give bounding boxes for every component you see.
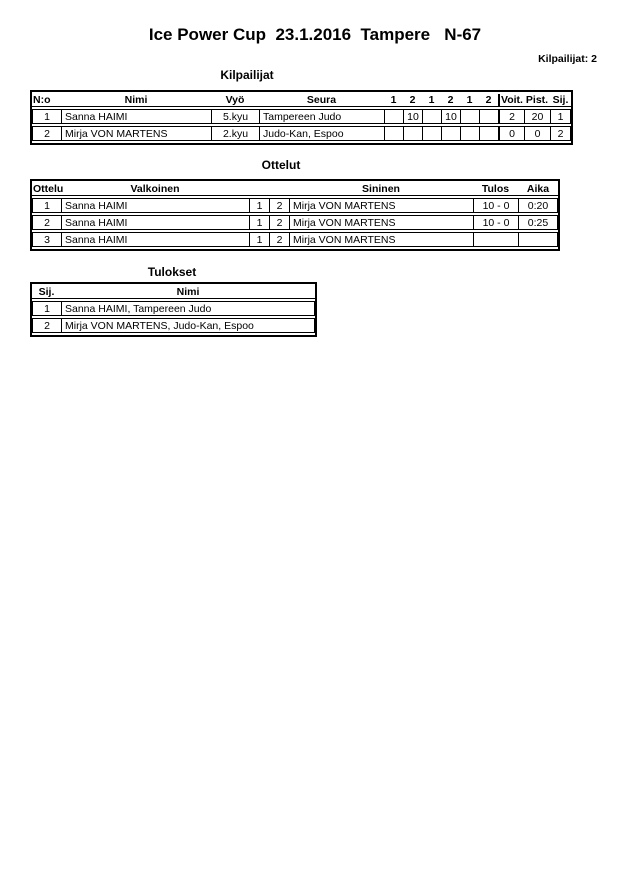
- cell-score: 10: [403, 109, 422, 124]
- cell-blue-name: Mirja VON MARTENS: [289, 232, 473, 247]
- cell-match-no: 1: [32, 198, 61, 213]
- cell-club: Judo-Kan, Espoo: [259, 126, 384, 141]
- participants-count: Kilpailijat: 2: [538, 53, 597, 65]
- kilpailijat-table: [30, 90, 573, 145]
- section-title-tulokset: Tulokset: [147, 265, 197, 279]
- cell-name: Mirja VON MARTENS: [61, 126, 211, 141]
- section-title-kilpailijat: Kilpailijat: [220, 68, 274, 82]
- cell-blue-num: 2: [269, 215, 289, 230]
- col-header-empty: [249, 183, 269, 196]
- cell-match-no: 3: [32, 232, 61, 247]
- cell-blue-num: 2: [269, 232, 289, 247]
- cell-no: 2: [32, 126, 61, 141]
- col-header-wins: Voit.: [498, 94, 524, 107]
- cell-result: 10 - 0: [473, 215, 518, 230]
- col-header-score4: 2: [441, 94, 460, 107]
- cell-white-num: 1: [249, 215, 269, 230]
- cell-score: [403, 126, 422, 141]
- cell-points: 20: [524, 109, 550, 124]
- col-header-empty: [269, 183, 289, 196]
- cell-time: [518, 232, 558, 247]
- col-header-match: Ottelu: [33, 183, 64, 195]
- cell-club: Tampereen Judo: [259, 109, 384, 124]
- cell-name: Sanna HAIMI, Tampereen Judo: [61, 301, 315, 316]
- table-row: [32, 109, 571, 124]
- cell-time: 0:20: [518, 198, 558, 213]
- col-header-club: Seura: [259, 94, 384, 107]
- table-row: [32, 198, 558, 213]
- cell-name: Sanna HAIMI: [61, 109, 211, 124]
- cell-blue-name: Mirja VON MARTENS: [289, 215, 473, 230]
- col-header-blue: Sininen: [289, 183, 473, 196]
- cell-white-name: Sanna HAIMI: [61, 198, 249, 213]
- col-header-result: Tulos: [473, 183, 518, 196]
- col-header-points: Pist.: [525, 94, 549, 106]
- cell-place: 2: [32, 318, 61, 333]
- cell-belt: 5.kyu: [211, 109, 259, 124]
- cell-white-name: Sanna HAIMI: [61, 215, 249, 230]
- cell-wins: 2: [498, 109, 524, 124]
- cell-score: 10: [441, 109, 460, 124]
- table-header-row: [32, 94, 571, 107]
- table-row: [32, 126, 571, 141]
- cell-wins: 0: [498, 126, 524, 141]
- col-header-belt: Vyö: [211, 94, 259, 107]
- cell-white-num: 1: [249, 198, 269, 213]
- ottelut-table-grid: [32, 181, 558, 249]
- col-header-place: Sij.: [550, 94, 571, 107]
- table-header-row: [32, 183, 558, 196]
- page-title: Ice Power Cup 23.1.2016 Tampere N-67: [148, 25, 482, 44]
- cell-place: 1: [550, 109, 571, 124]
- table-row: [32, 232, 558, 247]
- col-header-score1: 1: [384, 94, 403, 107]
- cell-result: [473, 232, 518, 247]
- ottelut-table: [30, 179, 560, 251]
- col-header-white: Valkoinen: [61, 183, 249, 196]
- cell-no: 1: [32, 109, 61, 124]
- cell-blue-name: Mirja VON MARTENS: [289, 198, 473, 213]
- table-row: [32, 215, 558, 230]
- cell-score: [384, 126, 403, 141]
- col-header-score6: 2: [479, 94, 498, 107]
- cell-score: [422, 109, 441, 124]
- cell-white-name: Sanna HAIMI: [61, 232, 249, 247]
- cell-belt: 2.kyu: [211, 126, 259, 141]
- table-row: [32, 318, 315, 333]
- kilpailijat-table-grid: [32, 92, 571, 143]
- cell-blue-num: 2: [269, 198, 289, 213]
- col-header-name: Nimi: [61, 286, 315, 299]
- col-header-score3: 1: [422, 94, 441, 107]
- col-header-score2: 2: [403, 94, 422, 107]
- tulokset-table: [30, 282, 317, 337]
- cell-score: [460, 109, 479, 124]
- cell-time: 0:25: [518, 215, 558, 230]
- col-header-time: Aika: [518, 183, 558, 196]
- col-header-place: Sij.: [32, 286, 61, 299]
- cell-score: [479, 126, 498, 141]
- cell-match-no: 2: [32, 215, 61, 230]
- cell-points: 0: [524, 126, 550, 141]
- col-header-name: Nimi: [61, 94, 211, 107]
- cell-score: [479, 109, 498, 124]
- col-header-no: N:o: [32, 94, 61, 107]
- section-title-ottelut: Ottelut: [261, 158, 301, 172]
- table-row: [32, 301, 315, 316]
- cell-result: 10 - 0: [473, 198, 518, 213]
- cell-place: 2: [550, 126, 571, 141]
- cell-score: [441, 126, 460, 141]
- table-header-row: [32, 286, 315, 299]
- cell-score: [384, 109, 403, 124]
- cell-score: [460, 126, 479, 141]
- cell-score: [422, 126, 441, 141]
- col-header-score5: 1: [460, 94, 479, 107]
- cell-name: Mirja VON MARTENS, Judo-Kan, Espoo: [61, 318, 315, 333]
- cell-white-num: 1: [249, 232, 269, 247]
- tulokset-table-grid: [32, 284, 315, 335]
- cell-place: 1: [32, 301, 61, 316]
